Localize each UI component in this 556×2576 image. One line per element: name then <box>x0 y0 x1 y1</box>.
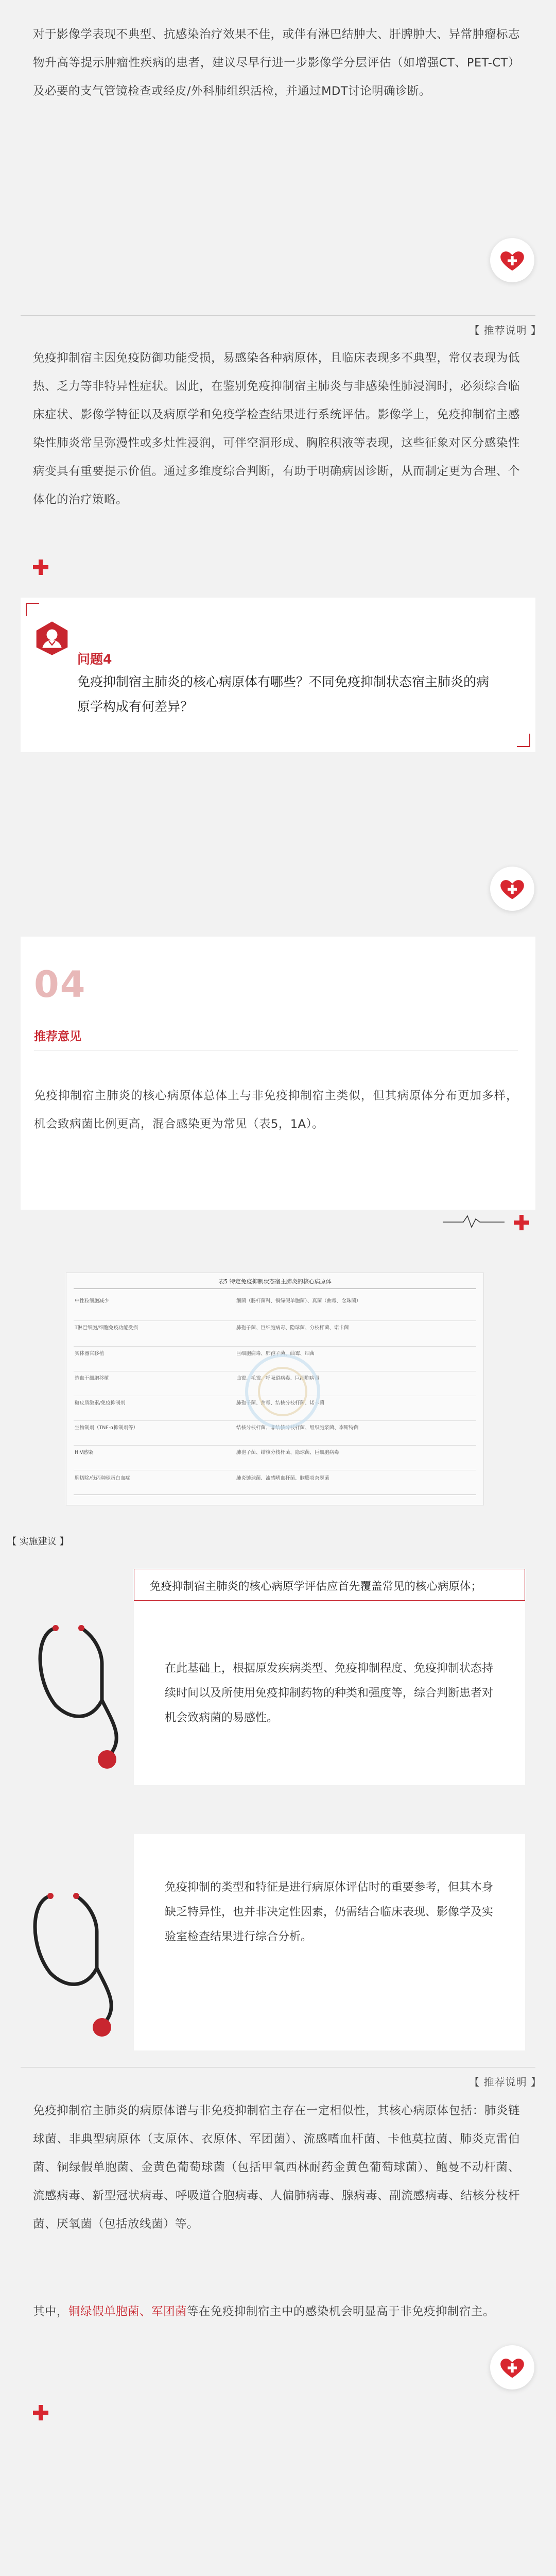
table-rule <box>74 1445 476 1446</box>
table-cell: 肺孢子菌、巨细胞病毒、隐球菌、分枝杆菌、诺卡菌 <box>236 1325 349 1331</box>
table-rule <box>74 1320 476 1321</box>
recommendation-paragraph: 免疫抑制宿主肺炎的核心病原体总体上与非免疫抑制宿主类似，但其病原体分布更加多样，机会致病菌比例更高，混合感染更为常见（表5，1A）。 <box>34 1089 518 1131</box>
doctor-badge-icon <box>32 618 72 658</box>
text-suffix: 等在免疫抑制宿主中的感染机会明显高于非免疫抑制宿主。 <box>187 2305 495 2318</box>
intro-paragraph: 对于影像学表现不典型、抗感染治疗效果不佳，或伴有淋巴结肿大、肝脾肿大、异常肿瘤标志物升高等提示肿瘤性疾病的患者，建议尽早行进一步影像学分层评估（如增强CT、PET-CT）及必要的支气管镜检查或经皮/外科肺组织活检，并通过MDT讨论明确诊断。 <box>33 28 520 98</box>
watermark-seal <box>241 1350 324 1433</box>
plus-icon <box>514 1215 529 1230</box>
table-cell: T淋巴细胞/细胞免疫功能受损 <box>75 1325 138 1331</box>
table-cell: 造血干细胞移植 <box>75 1376 109 1381</box>
corner-decoration <box>517 734 530 747</box>
table-cell: 脾切除/低丙种球蛋白血症 <box>75 1476 130 1481</box>
recommendation-number: 04 <box>34 963 86 1006</box>
question-4-text: 免疫抑制宿主肺炎的核心病原体有哪些？不同免疫抑制状态宿主肺炎的病原学构成有何差异？ <box>77 674 490 714</box>
divider <box>21 315 535 316</box>
heart-icon <box>490 238 534 282</box>
recommend-explain-tag: 【 推荐说明 】 <box>469 2076 542 2088</box>
heart-icon <box>490 2345 534 2389</box>
table-caption: 表5 特定免疫抑制状态宿主肺炎的核心病原体 <box>218 1278 332 1285</box>
explain-paragraph-1: 免疫抑制宿主因免疫防御功能受损，易感染各种病原体，且临床表现多不典型，常仅表现为低热、乏力等非特异性症状。因此，在鉴别免疫抑制宿主肺炎与非感染性肺浸润时，必须综合临床症状、影像学特征以及病原学和免疫学检查结果进行系统评估。影像学上，免疫抑制宿主感染性肺炎常呈弥漫性或多灶性浸润，可伴空洞形成、胸腔积液等表现，这些征象对区分感染性病变具有重要提示价值。通过多维度综合判断，有助于明确病因诊断，从而制定更为合理、个体化的治疗策略。 <box>33 351 520 506</box>
table-cell: 生物制剂（TNF-α抑制剂等） <box>75 1425 138 1431</box>
table-rule <box>74 1346 476 1347</box>
card-text: 在此基础上，根据原发疾病类型、免疫抑制程度、免疫抑制状态持续时间以及所使用免疫抑制药物的种类和强度等，综合判断患者对机会致病菌的易感性。 <box>165 1662 494 1724</box>
table-cell: 肺孢子菌、结核分枝杆菌、隐球菌、巨细胞病毒 <box>236 1450 339 1455</box>
explain-2-paragraph-highlight <box>33 2298 520 2326</box>
table-cell: 细菌（肠杆菌科、铜绿假单胞菌）、真菌（曲霉、念珠菌） <box>236 1298 361 1304</box>
question-4-box <box>21 598 535 752</box>
highlight-text: 铜绿假单胞菌、军团菌 <box>68 2305 187 2318</box>
implement-tag: 【 实施建议 】 <box>7 1536 69 1547</box>
card-text: 免疫抑制的类型和特征是进行病原体评估时的重要参考，但其本身缺乏特异性，也并非决定性因素，仍需结合临床表现、影像学及实验室检查结果进行综合分析。 <box>165 1881 494 1943</box>
question-4-title: 问题4 <box>77 652 112 667</box>
table-cell: HIV感染 <box>75 1450 93 1455</box>
heart-icon <box>490 867 534 911</box>
corner-decoration <box>26 603 39 616</box>
stethoscope-icon <box>25 1618 138 1772</box>
ecg-line-icon <box>443 1213 505 1228</box>
recommendation-04-box <box>21 937 535 1210</box>
plus-icon <box>33 2405 48 2420</box>
table-cell: 中性粒细胞减少 <box>75 1298 109 1304</box>
table-cell: 结核分枝杆菌、非结核分枝杆菌、组织胞浆菌、李斯特菌 <box>236 1425 359 1431</box>
implement-card-2 <box>134 1834 525 2050</box>
table-5 <box>66 1273 484 1505</box>
recommendation-label: 推荐意见 <box>34 1030 81 1043</box>
table-cell: 巨细胞病毒、肺孢子菌、曲霉、细菌 <box>236 1351 315 1357</box>
implement-card-1 <box>134 1569 525 1785</box>
recommend-explain-tag: 【 推荐说明 】 <box>469 324 542 336</box>
text-prefix: 其中， <box>33 2305 69 2318</box>
plus-icon <box>33 560 48 575</box>
stethoscope-icon <box>20 1886 133 2040</box>
table-cell: 肺孢子菌、曲霉、结核分枝杆菌、诺卡菌 <box>236 1400 325 1406</box>
explain-2-paragraph-1: 免疫抑制宿主肺炎的病原体谱与非免疫抑制宿主存在一定相似性，其核心病原体包括：肺炎链球菌、非典型病原体（支原体、衣原体、军团菌）、流感嗜血杆菌、卡他莫拉菌、肺炎克雷伯菌、铜绿假单胞菌、金黄色葡萄球菌（包括甲氧西林耐药金黄色葡萄球菌）、鲍曼不动杆菌、流感病毒、新型冠状病毒、呼吸道合胞病毒、人偏肺病毒、腺病毒、副流感病毒、结核分枝杆菌、厌氧菌（包括放线菌）等。 <box>33 2104 520 2231</box>
table-cell: 糖皮质激素/免疫抑制剂 <box>75 1400 126 1406</box>
table-cell: 曲霉、毛霉、呼吸道病毒、巨细胞病毒 <box>236 1376 320 1381</box>
table-cell: 肺炎链球菌、流感嗜血杆菌、脑膜炎奈瑟菌 <box>236 1476 329 1481</box>
card-title-bar <box>134 1569 525 1601</box>
card-title: 免疫抑制宿主肺炎的核心病原学评估应首先覆盖常见的核心病原体； <box>150 1580 482 1593</box>
table-cell: 实体器官移植 <box>75 1351 105 1357</box>
